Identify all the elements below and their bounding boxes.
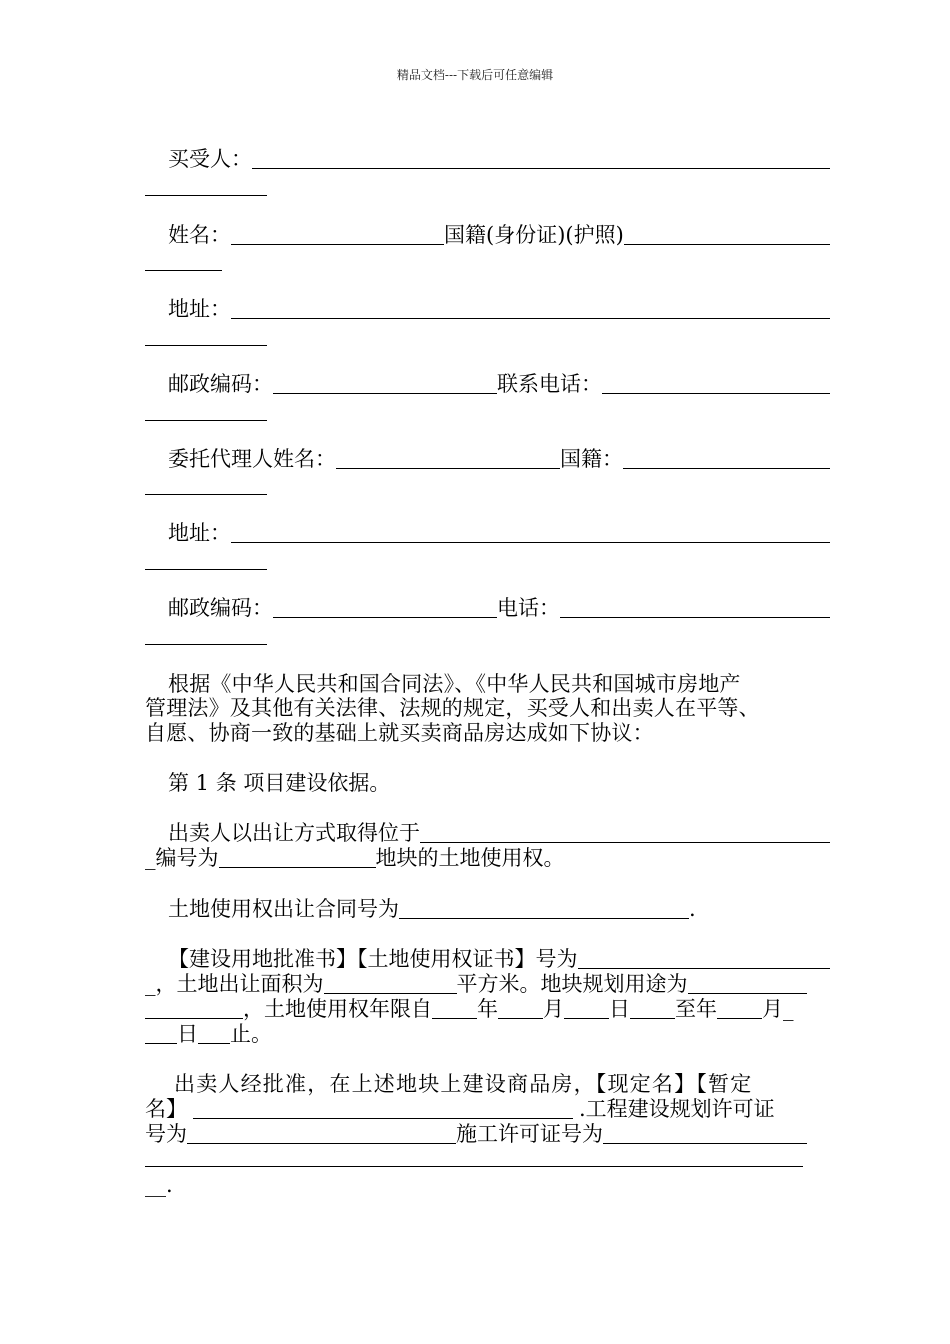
address-label: 地址：	[168, 297, 231, 321]
name-label: 姓名：	[168, 223, 231, 247]
phone-label: 电话：	[497, 596, 560, 620]
term-to-year-text: 至年	[675, 997, 717, 1021]
land-number-blank[interactable]	[219, 848, 376, 868]
address2-label: 地址：	[168, 521, 231, 545]
land-purpose-blank[interactable]	[688, 974, 808, 994]
buyer-label: 买受人：	[168, 147, 252, 171]
term-end-day-text: 日	[177, 1022, 198, 1046]
name-line	[145, 222, 830, 248]
term-stop-text: 止。	[230, 1022, 272, 1046]
term-start-day-blank[interactable]	[564, 999, 609, 1019]
name-blank[interactable]	[231, 225, 444, 245]
buyer-blank-cont[interactable]	[145, 195, 267, 196]
term-end-month-text: 月_	[762, 997, 794, 1021]
contract-no-label: 土地使用权出让合同号为	[168, 897, 399, 921]
approval-no-blank[interactable]	[578, 949, 831, 969]
nationality-blank[interactable]	[623, 449, 830, 469]
contact-phone-blank-cont[interactable]	[145, 420, 267, 421]
land-area-blank[interactable]	[324, 974, 457, 994]
postcode2-line	[145, 595, 830, 621]
article-1-heading: 第 1 条 项目建设依据。	[168, 771, 391, 795]
address-blank[interactable]	[231, 299, 830, 319]
term-start-month-blank[interactable]	[498, 999, 543, 1019]
postcode2-label: 邮政编码：	[168, 596, 273, 620]
basis-line-2: 管理法》及其他有关法律、法规的规定，买受人和出卖人在平等、	[145, 696, 760, 720]
basis-line-3: 自愿、协商一致的基础上就买卖商品房达成如下协议：	[145, 721, 654, 745]
approval-line-2	[145, 971, 807, 997]
term-end-month-blank[interactable]	[717, 999, 762, 1019]
nationality-id-blank[interactable]	[624, 225, 830, 245]
term-day-text: 日	[609, 997, 630, 1021]
construction-permit-blank[interactable]	[603, 1124, 807, 1144]
planning-permit-label: .工程建设规划许可证	[579, 1097, 775, 1121]
construction-permit-blank-cont[interactable]	[145, 1166, 803, 1167]
page-header: 精品文档---下载后可任意编辑	[396, 68, 554, 82]
postcode-line	[145, 371, 830, 397]
land-line-1	[145, 820, 830, 846]
land-use-right-text: 地块的土地使用权。	[375, 846, 565, 870]
land-term-label: ，土地使用权年限自	[243, 997, 432, 1021]
contact-phone-label: 联系电话：	[497, 372, 602, 396]
nationality-id-label: 国籍(身份证)(护照)	[444, 223, 624, 247]
land-line-2	[145, 845, 807, 871]
phone-blank[interactable]	[560, 598, 830, 618]
land-location-label: 出卖人以出让方式取得位于	[168, 821, 420, 845]
land-purpose-label: 平方米。地块规划用途为	[456, 972, 688, 996]
approval-line-1	[145, 946, 830, 972]
project-name-label: 名】	[145, 1097, 187, 1121]
land-number-label: _编号为	[145, 846, 219, 870]
buyer-line	[145, 146, 830, 172]
agent-name-blank[interactable]	[336, 449, 560, 469]
planning-permit-no-label: 号为	[145, 1122, 187, 1146]
contract-no-end: .	[689, 897, 696, 921]
contract-no-line	[145, 896, 830, 922]
postcode-blank[interactable]	[273, 374, 497, 394]
address-blank-cont[interactable]	[145, 345, 267, 346]
approval-label: 【建设用地批准书】【土地使用权证书】号为	[168, 947, 578, 971]
build-line-3	[145, 1121, 807, 1147]
address2-blank[interactable]	[231, 523, 830, 543]
approval-line-4	[145, 1021, 807, 1047]
nationality-id-blank-cont[interactable]	[145, 270, 222, 271]
postcode2-blank[interactable]	[273, 598, 497, 618]
nationality-label: 国籍：	[560, 447, 623, 471]
postcode-label: 邮政编码：	[168, 372, 273, 396]
planning-permit-no-blank[interactable]	[187, 1124, 456, 1144]
term-month-text: 月	[543, 997, 564, 1021]
agent-line	[145, 446, 830, 472]
build-line-2	[145, 1096, 807, 1122]
land-location-blank[interactable]	[420, 823, 830, 843]
basis-line-1: 根据《中华人民共和国合同法》、《中华人民共和国城市房地产	[168, 672, 741, 696]
contact-phone-blank[interactable]	[602, 374, 830, 394]
contract-no-blank[interactable]	[399, 899, 689, 919]
approval-line-3	[145, 996, 807, 1022]
phone-blank-cont[interactable]	[145, 644, 267, 645]
address2-line	[145, 520, 830, 546]
term-end-year-blank[interactable]	[630, 999, 675, 1019]
project-name-blank[interactable]	[193, 1099, 573, 1119]
term-year-text: 年	[477, 997, 498, 1021]
nationality-blank-cont[interactable]	[145, 494, 267, 495]
build-line-1: 出卖人经批准，在上述地块上建设商品房，【现定名】【暂定	[174, 1072, 753, 1096]
build-line-5: __.	[145, 1173, 173, 1197]
land-area-label: _，土地出让面积为	[145, 972, 324, 996]
term-start-year-blank[interactable]	[432, 999, 477, 1019]
land-purpose-blank-cont[interactable]	[145, 999, 243, 1019]
term-end-day-blank[interactable]	[198, 1024, 230, 1044]
agent-name-label: 委托代理人姓名：	[168, 447, 336, 471]
construction-permit-label: 施工许可证号为	[456, 1122, 603, 1146]
address2-blank-cont[interactable]	[145, 569, 267, 570]
address-line	[145, 296, 830, 322]
buyer-blank[interactable]	[252, 149, 830, 169]
term-end-day-pre-blank[interactable]	[145, 1024, 177, 1044]
